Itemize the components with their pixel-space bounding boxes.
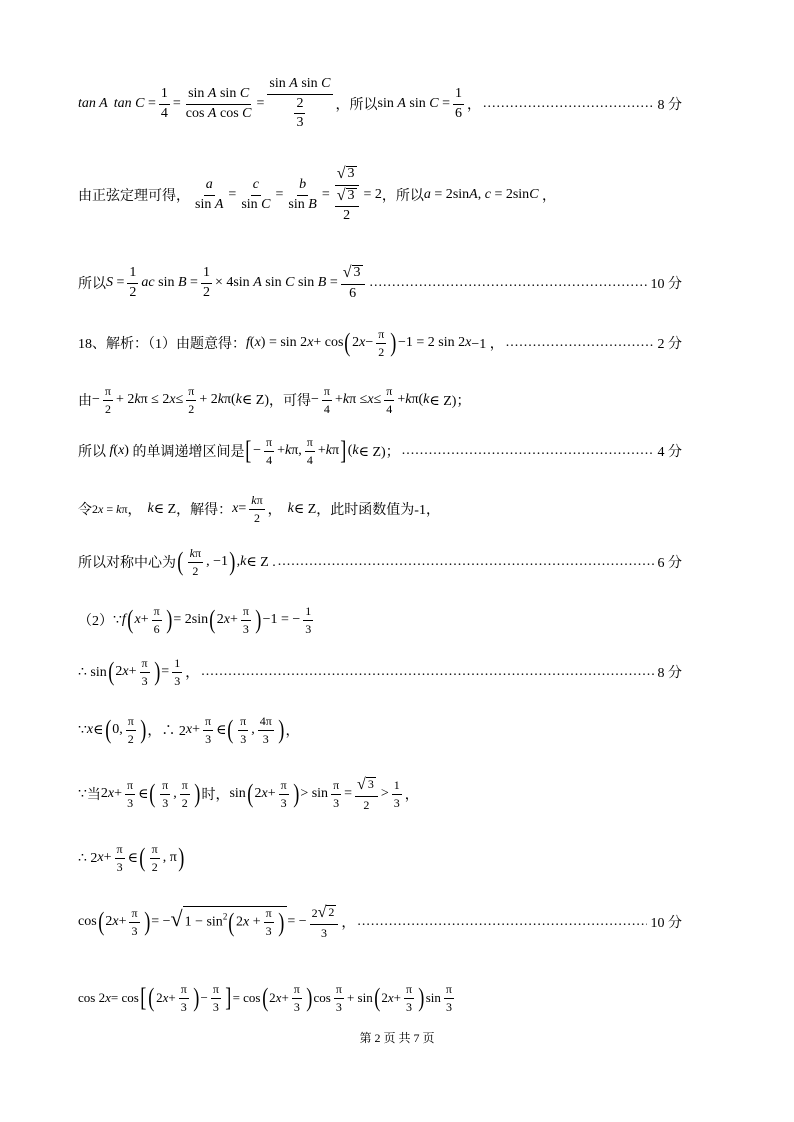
text-part2: （2） xyxy=(78,614,113,629)
text-duicheng: 所以对称中心为 xyxy=(78,556,176,571)
eq-sine-law: 由正弦定理可得， $\frac{a}{\text{sin A}}$ = $\frac{c}{\text{sin C}}$ = $\frac{b}{\text{sin B}}$ = √ 3 √ 3 2 = 2 ，所以 a = 2 sin A , c = 2 sin C ， xyxy=(78,164,557,224)
q18-symmetry-solve: 令 2x = kπ ， k ∈ Z ，解得： x = $\frac{k\pi}{2}$ ， k ∈ Z ，此时函数值为-1， xyxy=(78,492,440,525)
q18-narrowed-range: ∴ 2 x + $\frac{\pi}{3}$ ∈ ( $\frac{\pi}{2}$ , π ) xyxy=(78,841,185,874)
score-6: 6 分 xyxy=(657,556,682,571)
leader-dots xyxy=(370,275,647,291)
text-suoyi-f: 所以 xyxy=(78,445,106,460)
leader-dots xyxy=(483,96,654,112)
text-suoyi-s: 所以 xyxy=(78,277,106,292)
text-you: 由 xyxy=(78,394,92,409)
leader-dots xyxy=(278,554,654,570)
q18-range: ∵ x ∈ ( 0, $\frac{\pi}{2}$ ) ，∴ 2 x + $\frac{\pi}{3}$ ∈ ( $\frac{\pi}{3}$ , $\frac{4\pi}{3}$ ) ， xyxy=(78,713,300,746)
text-zhengxian: 由正弦定理可得， xyxy=(78,189,190,204)
eq-tan-product: tan A tan C = $\frac{1}{4}$ = $\frac{\text{sin A sin C}}{\text{cos A cos C}}$ = $\frac{\text{sin A sin C}}{\frac{2}{3}}$ ，所以 sin A sin C = $\frac{1}{6}$ ， ..... 8 分 xyxy=(78,72,682,136)
text-suoyi: ，所以 xyxy=(335,98,378,113)
score-4: 4 分 xyxy=(657,445,682,460)
q18-cos-value: cos ( 2 x + $\frac{\pi}{3}$ ) = − √ $1 - \sin^2(2x$ + $\frac{\pi}{3}$ ) = − 2 √ 2 3 ， ..... 10 分 xyxy=(78,902,682,942)
score-10b: 10 分 xyxy=(650,916,682,931)
text-jiede: ，解得： xyxy=(176,503,233,518)
text-shi: 时， xyxy=(201,788,230,803)
text-cishi: ，此时函数值为-1， xyxy=(316,503,440,518)
text-dandiao: 的单调递增区间是 xyxy=(132,445,245,460)
leader-dots xyxy=(357,914,646,930)
leader-dots xyxy=(201,664,653,680)
eq-area: 所以 S = $\frac{1}{2}$ ac sin B = $\frac{1}{2}$ × 4 sin A sin C sin B = √ 3 6 ..... 10 分 xyxy=(78,258,682,308)
text-kede: ，可得 xyxy=(268,394,311,409)
text-dang: 当 xyxy=(86,788,101,803)
text-suoyi-a: ，所以 xyxy=(381,189,424,204)
q18-increasing-interval: 所以 f ( x ) 的单调递增区间是 [ − $\frac{\pi}{4}$ + k π, $\frac{\pi}{4}$ + k π ] ( k ∈ Z)； ..... 4 分 xyxy=(78,434,682,468)
q18-compare: ∵ 当 2 x + $\frac{\pi}{3}$ ∈ ( $\frac{\pi}{3}$ , $\frac{\pi}{2}$ ) 时， sin ( 2 x + $\frac{\pi}{3}$ ) > sin $\frac{\pi}{3}$ = √ 3 2 > $\frac{1}{3}$ ， xyxy=(78,775,419,812)
q18-symmetry-center: 所以对称中心为 ( $\frac{k\pi}{2}$ , −1 ) , k ∈ Z . ..... 6 分 xyxy=(78,545,682,579)
q18-cos2x: cos 2 x = cos [ ( 2 x + $\frac{\pi}{3}$ ) − $\frac{\pi}{3}$ ] = cos ( 2 x + $\frac{\pi}{3}$ ) cos $\frac{\pi}{3}$ + sin ( 2 x + $\frac{\pi}{3}$ ) sin $\frac{\pi}{3}$ xyxy=(78,981,452,1014)
score-2: 2 分 xyxy=(657,337,682,352)
q18-sin-value: ∴ sin ( 2 x + $\frac{\pi}{3}$ ) = $\frac{1}{3}$ ， ..... 8 分 xyxy=(78,654,682,690)
score-10: 10 分 xyxy=(650,277,682,292)
q18-part1-func: 18、解析：（1）由题意得： f ( x ) = sin 2 x + cos ( 2 x − $\frac{\pi}{2}$ ) −1 = 2 sin 2 x −1 ， ..... 2 分 xyxy=(78,326,682,360)
text-ling: 令 xyxy=(78,503,92,518)
text-q18: 18、解析：（1）由题意得： xyxy=(78,337,246,352)
score-8b: 8 分 xyxy=(657,666,682,681)
leader-dots xyxy=(506,335,654,351)
page-footer: 第 2 页 共 7 页 xyxy=(359,1031,435,1045)
q18-inequality: 由 − $\frac{\pi}{2}$ + 2 k π ≤ 2 x ≤ $\frac{\pi}{2}$ + 2 k π( k ∈ Z) ，可得 − $\frac{\pi}{4}$ + k π ≤ x ≤ $\frac{\pi}{4}$ + k π( k ∈ Z)； xyxy=(78,383,471,416)
score-8: 8 分 xyxy=(657,98,682,113)
leader-dots xyxy=(402,443,654,459)
q18-part2-given: （2） ∵ f ( x + $\frac{\pi}{6}$ ) = 2sin ( 2 x + $\frac{\pi}{3}$ ) −1 = − $\frac{1}{3}$ xyxy=(78,603,312,636)
